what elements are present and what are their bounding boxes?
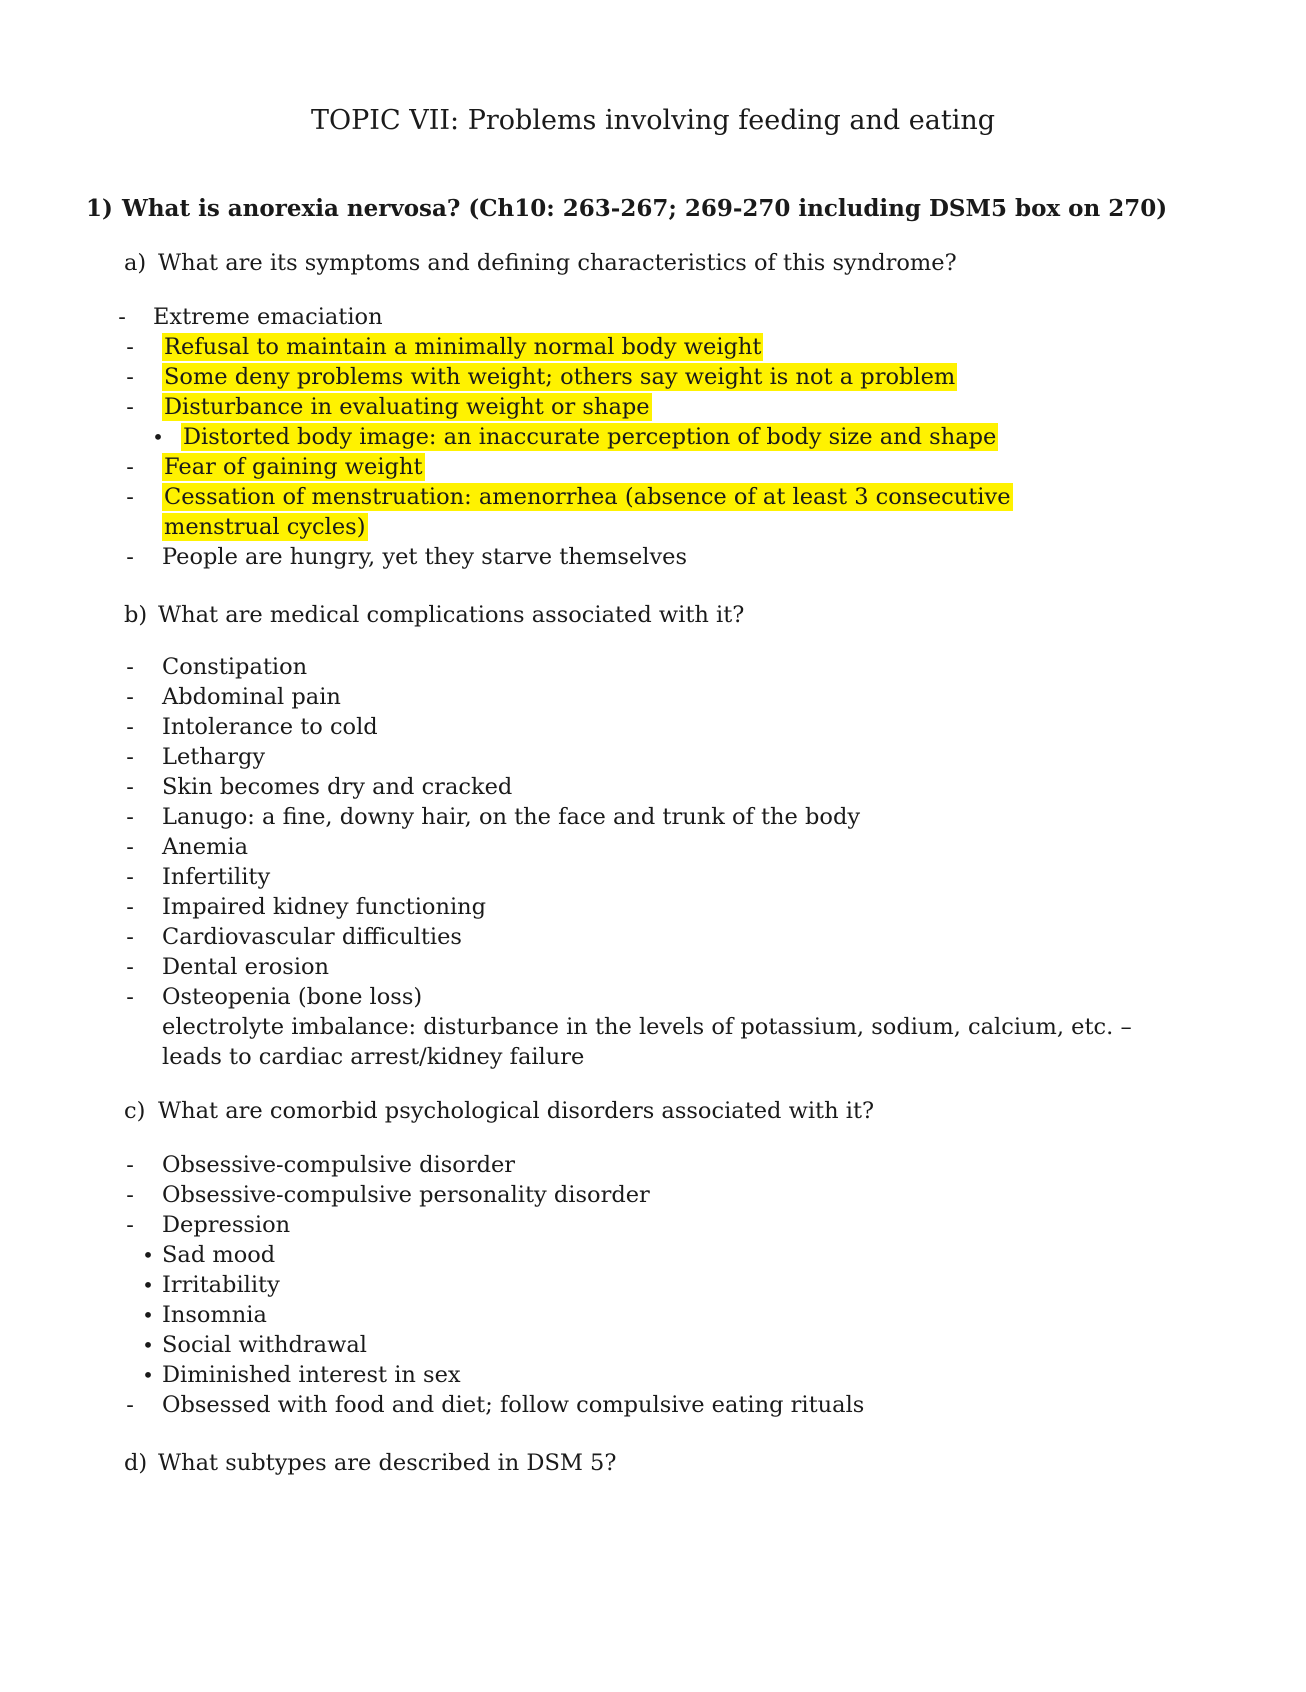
list-item-text: Lethargy [162, 744, 266, 770]
dash-marker: - [126, 714, 134, 740]
bullet-marker: • [142, 1303, 154, 1327]
subquestion-text: What subtypes are described in DSM 5? [158, 1450, 617, 1476]
dash-marker: - [126, 364, 134, 390]
list-item-text: People are hungry, yet they starve themselves [162, 544, 688, 570]
dash-marker: - [126, 684, 134, 710]
dash-marker: - [126, 334, 134, 360]
dash-marker: - [126, 394, 134, 420]
dash-marker: - [118, 304, 126, 330]
list-item-text: Lanugo: a fine, downy hair, on the face and trunk of the body [162, 804, 861, 830]
bullet-marker: • [142, 1243, 154, 1267]
list-item-text: Obsessive-compulsive disorder [162, 1152, 516, 1178]
dash-marker: - [126, 864, 134, 890]
list-item-text: leads to cardiac arrest/kidney failure [162, 1044, 585, 1070]
list-item-text: electrolyte imbalance: disturbance in the levels of potassium, sodium, calcium, etc. – [162, 1014, 1132, 1040]
list-item-text: Infertility [162, 864, 271, 890]
list-item-text: Social withdrawal [162, 1332, 367, 1358]
list-item-text: Insomnia [162, 1302, 267, 1328]
dash-marker: - [126, 924, 134, 950]
dash-marker: - [126, 1182, 134, 1208]
list-item-text: Irritability [162, 1272, 280, 1298]
list-item-text: Obsessed with food and diet; follow compulsive eating rituals [162, 1392, 865, 1418]
list-item-text: Intolerance to cold [162, 714, 378, 740]
question-text: What is anorexia nervosa? (Ch10: 263-267; 269-270 including DSM5 box on 270) [122, 195, 1168, 222]
highlighted-text: Cessation of menstruation: amenorrhea (absence of at least 3 consecutive menstrual cycles) [164, 484, 1011, 540]
dash-marker: - [126, 744, 134, 770]
list-item-text: Dental erosion [162, 954, 330, 980]
list-item-text: Diminished interest in sex [162, 1362, 461, 1388]
list-item-text: Extreme emaciation [153, 304, 383, 330]
dash-marker: - [126, 1212, 134, 1238]
question-number: 1) [86, 195, 113, 222]
subquestion-c [124, 1096, 874, 1126]
list-item-text: Obsessive-compulsive personality disorder [162, 1182, 650, 1208]
dash-marker: - [126, 984, 134, 1010]
list-item-text: Anemia [162, 834, 249, 860]
subquestion-a [124, 248, 957, 278]
subquestion-d [124, 1448, 616, 1478]
list-item-text: Abdominal pain [162, 684, 341, 710]
list-item-text: Cardiovascular difficulties [162, 924, 462, 950]
dash-marker: - [126, 484, 134, 510]
bullet-marker: • [142, 1363, 154, 1387]
subquestion-letter: c) [124, 1098, 146, 1124]
highlighted-text: Refusal to maintain a minimally normal body weight [164, 334, 762, 360]
subquestion-text: What are comorbid psychological disorders associated with it? [158, 1098, 875, 1124]
list-item-text: Constipation [162, 654, 308, 680]
list-item-text: Skin becomes dry and cracked [162, 774, 513, 800]
list-item-text: Depression [162, 1212, 291, 1238]
dash-marker: - [126, 454, 134, 480]
list-item-text: Osteopenia (bone loss) [162, 984, 423, 1010]
subquestion-b [124, 600, 744, 630]
document-title: TOPIC VII: Problems involving feeding and eating [310, 105, 996, 136]
subquestion-letter: b) [124, 602, 148, 628]
list-item-text: Sad mood [162, 1242, 276, 1268]
highlighted-text: Distorted body image: an inaccurate perception of body size and shape [183, 424, 997, 450]
highlighted-text: Disturbance in evaluating weight or shape [164, 394, 650, 420]
subquestion-letter: a) [124, 250, 147, 276]
dash-marker: - [126, 774, 134, 800]
list-item-text: Impaired kidney functioning [162, 894, 487, 920]
dash-marker: - [126, 1392, 134, 1418]
highlighted-text: Some deny problems with weight; others say weight is not a problem [164, 364, 956, 390]
dash-marker: - [126, 1152, 134, 1178]
dash-marker: - [126, 894, 134, 920]
bullet-marker: • [152, 425, 164, 449]
dash-marker: - [126, 954, 134, 980]
subquestion-text: What are medical complications associated with it? [158, 602, 745, 628]
highlighted-text: Fear of gaining weight [164, 454, 423, 480]
dash-marker: - [126, 654, 134, 680]
dash-marker: - [126, 804, 134, 830]
dash-marker: - [126, 834, 134, 860]
subquestion-text: What are its symptoms and defining characteristics of this syndrome? [158, 250, 957, 276]
subquestion-letter: d) [124, 1450, 148, 1476]
bullet-marker: • [142, 1273, 154, 1297]
bullet-marker: • [142, 1333, 154, 1357]
question-1 [86, 194, 1167, 224]
dash-marker: - [126, 544, 134, 570]
